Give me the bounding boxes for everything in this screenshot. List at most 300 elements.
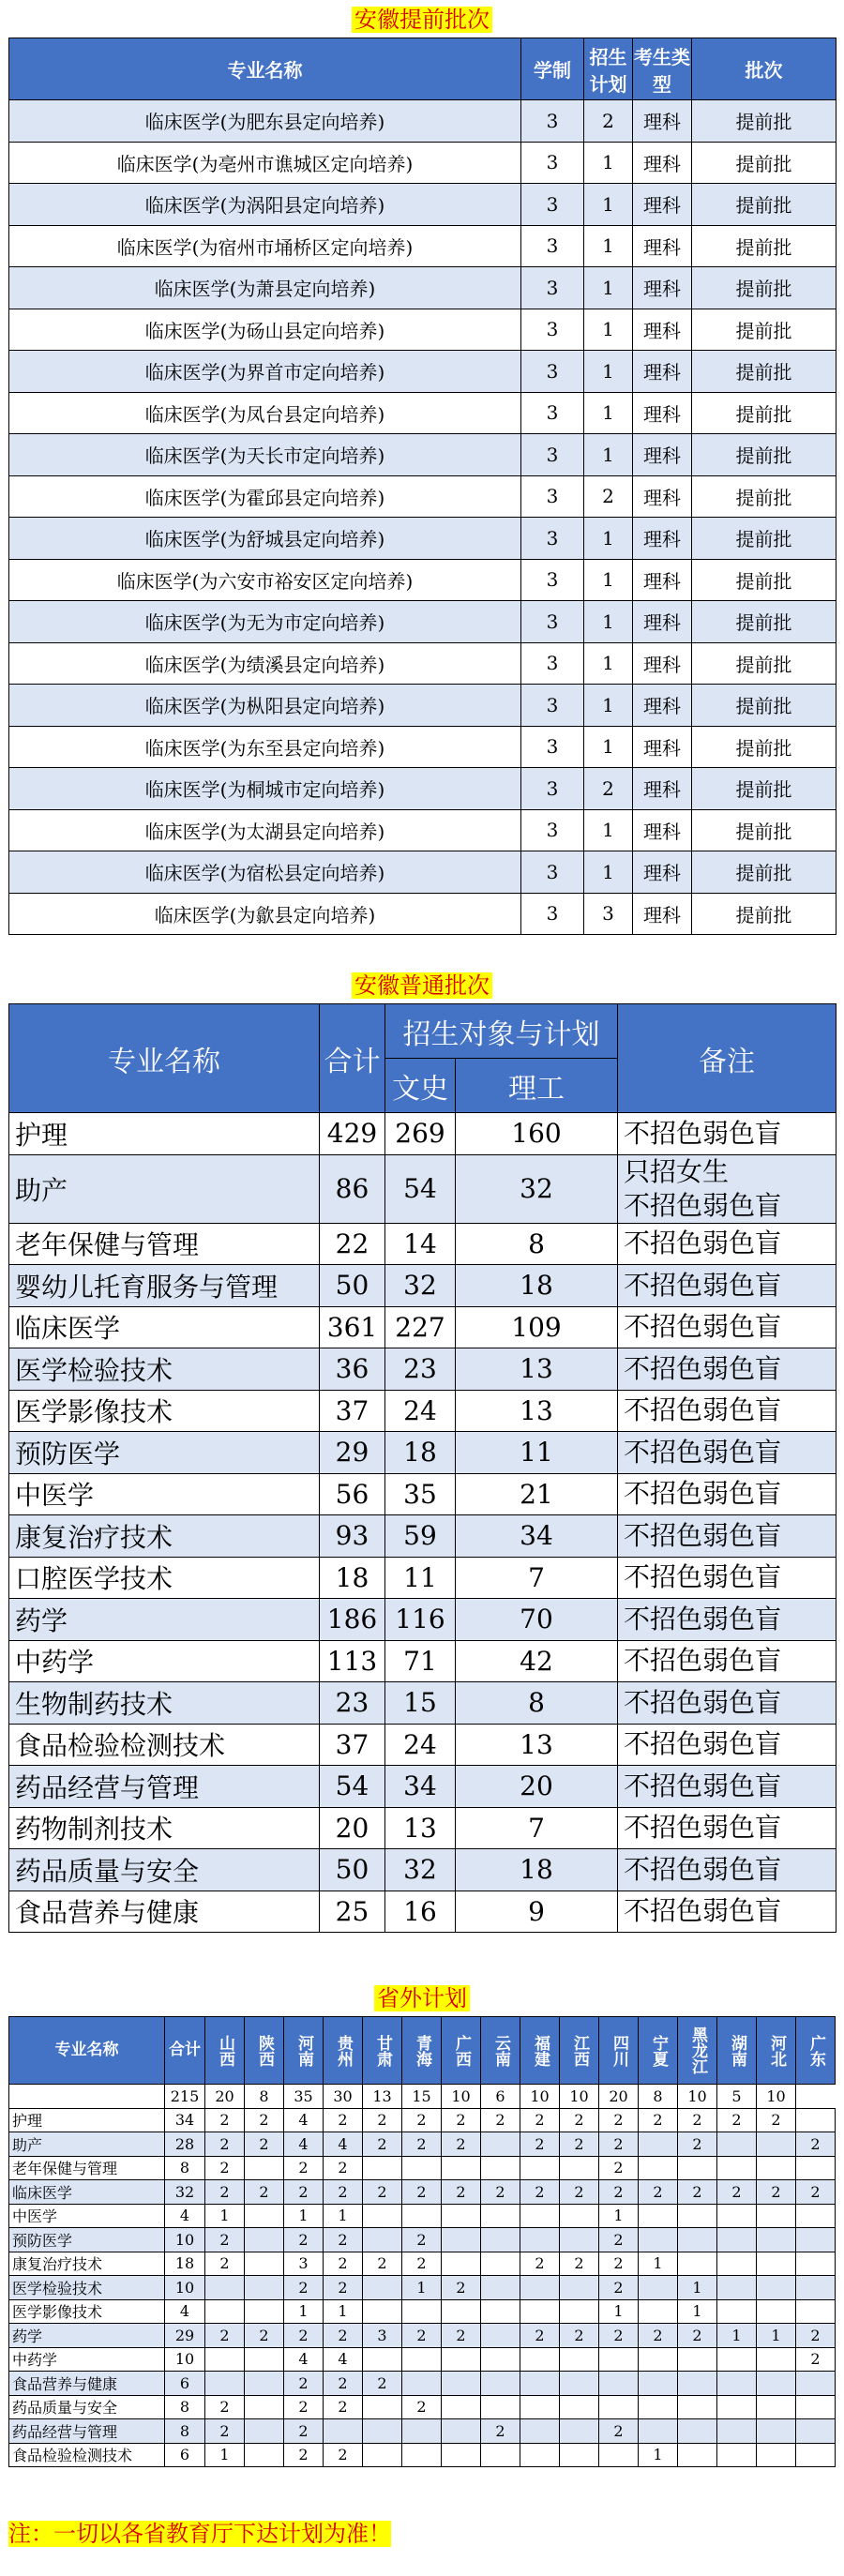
province-count-cell — [757, 2228, 796, 2252]
province-count-cell — [639, 2276, 678, 2300]
science-cell: 70 — [456, 1599, 618, 1641]
total-cell: 6 — [165, 2443, 205, 2467]
remarks-cell: 不招色弱色盲 — [618, 1113, 836, 1155]
province-count-cell — [678, 2372, 717, 2396]
table-row — [9, 142, 836, 184]
remarks-cell: 不招色弱色盲 — [618, 1390, 836, 1432]
province-count-cell: 2 — [402, 2108, 442, 2132]
plan-cell: 2 — [584, 100, 633, 143]
table-row — [9, 1515, 836, 1558]
total-cell: 22 — [320, 1223, 385, 1265]
province-count-cell — [757, 2372, 796, 2396]
liberal-arts-cell: 15 — [385, 1682, 456, 1725]
col-header-province: 宁夏 — [639, 2017, 678, 2085]
province-count-cell — [363, 2204, 402, 2228]
major-cell: 临床医学(为肥东县定向培养) — [9, 100, 521, 143]
total-cell: 56 — [320, 1473, 385, 1515]
province-count-cell — [402, 2299, 442, 2324]
duration-cell: 3 — [521, 184, 584, 226]
major-cell: 食品营养与健康 — [9, 2372, 165, 2396]
table-row — [9, 351, 836, 393]
col-header-enrollment-group: 招生对象与计划 — [385, 1004, 618, 1059]
total-cell: 10 — [165, 2347, 205, 2372]
province-count-cell: 2 — [796, 2132, 836, 2157]
province-count-cell: 2 — [205, 2108, 245, 2132]
province-count-cell — [520, 2395, 560, 2419]
total-cell: 186 — [320, 1599, 385, 1641]
col-header-province: 甘肃 — [363, 2017, 402, 2085]
remarks-cell: 不招色弱色盲 — [618, 1807, 836, 1849]
province-count-cell — [639, 2372, 678, 2396]
province-count-cell — [481, 2372, 520, 2396]
province-count-cell: 2 — [599, 2228, 639, 2252]
plan-cell: 1 — [584, 142, 633, 184]
major-cell: 临床医学(为亳州市谯城区定向培养) — [9, 142, 521, 184]
table-row — [9, 1807, 836, 1849]
batch-cell: 提前批 — [692, 309, 836, 351]
province-count-cell — [520, 2347, 560, 2372]
major-cell: 助产 — [9, 1154, 320, 1223]
science-cell: 13 — [456, 1390, 618, 1432]
province-count-cell — [678, 2156, 717, 2180]
remarks-cell: 不招色弱色盲 — [618, 1724, 836, 1766]
student-type-cell: 理科 — [633, 267, 692, 309]
province-count-cell — [363, 2156, 402, 2180]
col-header-batch: 批次 — [692, 38, 836, 100]
province-count-cell — [796, 2204, 836, 2228]
batch-cell: 提前批 — [692, 100, 836, 143]
province-count-cell: 2 — [560, 2180, 599, 2205]
total-cell: 29 — [165, 2324, 205, 2348]
province-count-cell: 2 — [205, 2132, 245, 2157]
major-cell: 老年保健与管理 — [9, 1223, 320, 1265]
duration-cell: 3 — [521, 392, 584, 434]
total-cell: 8 — [245, 2085, 284, 2109]
liberal-arts-cell: 71 — [385, 1640, 456, 1682]
province-count-cell — [599, 2443, 639, 2467]
col-header-province: 河南 — [284, 2017, 324, 2085]
province-count-cell — [481, 2228, 520, 2252]
duration-cell: 3 — [521, 893, 584, 935]
col-header-province: 江西 — [560, 2017, 599, 2085]
total-cell: 8 — [165, 2156, 205, 2180]
province-count-cell: 2 — [520, 2132, 560, 2157]
total-cell: 5 — [717, 2085, 757, 2109]
major-cell: 临床医学(为桐城市定向培养) — [9, 768, 521, 810]
liberal-arts-cell: 11 — [385, 1557, 456, 1599]
province-count-cell — [481, 2276, 520, 2300]
liberal-arts-cell: 24 — [385, 1390, 456, 1432]
province-count-cell: 2 — [284, 2180, 324, 2205]
science-cell: 8 — [456, 1682, 618, 1725]
major-cell: 药品经营与管理 — [9, 2419, 165, 2444]
total-cell: 10 — [442, 2085, 481, 2109]
province-count-cell — [757, 2419, 796, 2444]
science-cell: 7 — [456, 1807, 618, 1849]
province-count-cell — [717, 2276, 757, 2300]
science-cell: 7 — [456, 1557, 618, 1599]
province-count-cell — [205, 2372, 245, 2396]
province-count-cell — [796, 2372, 836, 2396]
total-cell: 29 — [320, 1432, 385, 1474]
total-cell: 37 — [320, 1724, 385, 1766]
duration-cell: 3 — [521, 518, 584, 560]
province-count-cell — [639, 2299, 678, 2324]
major-cell: 临床医学(为枞阳县定向培养) — [9, 685, 521, 727]
duration-cell: 3 — [521, 601, 584, 643]
province-count-cell: 2 — [402, 2395, 442, 2419]
province-count-cell — [481, 2395, 520, 2419]
total-cell: 6 — [481, 2085, 520, 2109]
table-row — [9, 1432, 836, 1474]
major-cell: 临床医学(为无为市定向培养) — [9, 601, 521, 643]
total-cell: 6 — [165, 2372, 205, 2396]
total-cell: 113 — [320, 1640, 385, 1682]
province-count-cell — [481, 2324, 520, 2348]
table-row — [9, 2395, 836, 2419]
total-cell: 86 — [320, 1154, 385, 1223]
science-cell: 18 — [456, 1849, 618, 1891]
table-row — [9, 1640, 836, 1682]
province-count-cell: 1 — [599, 2204, 639, 2228]
province-count-cell — [796, 2228, 836, 2252]
duration-cell: 3 — [521, 768, 584, 810]
student-type-cell: 理科 — [633, 475, 692, 518]
major-cell: 临床医学(为歙县定向培养) — [9, 893, 521, 935]
table-row — [9, 2132, 836, 2157]
province-count-cell: 2 — [324, 2443, 363, 2467]
student-type-cell: 理科 — [633, 309, 692, 351]
province-count-cell — [678, 2228, 717, 2252]
province-count-cell — [717, 2372, 757, 2396]
major-cell: 老年保健与管理 — [9, 2156, 165, 2180]
total-cell: 10 — [678, 2085, 717, 2109]
science-cell: 13 — [456, 1724, 618, 1766]
total-cell: 36 — [320, 1348, 385, 1391]
province-count-cell: 2 — [284, 2419, 324, 2444]
province-count-cell: 1 — [599, 2299, 639, 2324]
total-cell: 8 — [639, 2085, 678, 2109]
province-count-cell: 2 — [599, 2180, 639, 2205]
total-cell: 20 — [599, 2085, 639, 2109]
province-count-cell — [245, 2204, 284, 2228]
major-cell: 药品质量与安全 — [9, 1849, 320, 1891]
major-cell: 食品检验检测技术 — [9, 1724, 320, 1766]
total-cell: 18 — [320, 1557, 385, 1599]
major-cell: 临床医学(为凤台县定向培养) — [9, 392, 521, 434]
batch-cell: 提前批 — [692, 893, 836, 935]
science-cell: 20 — [456, 1766, 618, 1808]
remarks-cell: 不招色弱色盲 — [618, 1599, 836, 1641]
province-count-cell: 2 — [284, 2276, 324, 2300]
batch-cell: 提前批 — [692, 267, 836, 309]
col-header-province: 广西 — [442, 2017, 481, 2085]
major-cell: 临床医学(为绩溪县定向培养) — [9, 642, 521, 685]
major-cell: 临床医学(为东至县定向培养) — [9, 726, 521, 768]
province-count-cell — [560, 2347, 599, 2372]
batch-cell: 提前批 — [692, 685, 836, 727]
table-row — [9, 100, 836, 143]
province-count-cell — [639, 2395, 678, 2419]
province-count-cell: 2 — [481, 2108, 520, 2132]
province-count-cell: 1 — [757, 2324, 796, 2348]
province-count-cell: 1 — [205, 2204, 245, 2228]
total-cell: 37 — [320, 1390, 385, 1432]
province-count-cell: 2 — [402, 2252, 442, 2276]
province-count-cell — [678, 2443, 717, 2467]
student-type-cell: 理科 — [633, 642, 692, 685]
plan-cell: 1 — [584, 351, 633, 393]
total-cell: 15 — [402, 2085, 442, 2109]
province-count-cell — [363, 2276, 402, 2300]
table-row — [9, 768, 836, 810]
province-count-cell — [757, 2252, 796, 2276]
plan-cell: 3 — [584, 893, 633, 935]
liberal-arts-cell: 35 — [385, 1473, 456, 1515]
student-type-cell: 理科 — [633, 768, 692, 810]
province-count-cell — [520, 2276, 560, 2300]
plan-cell: 1 — [584, 851, 633, 894]
province-count-cell: 2 — [284, 2156, 324, 2180]
province-count-cell — [324, 2419, 363, 2444]
province-count-cell — [481, 2347, 520, 2372]
table-row — [9, 225, 836, 267]
province-count-cell: 2 — [324, 2180, 363, 2205]
province-count-cell: 2 — [560, 2324, 599, 2348]
province-count-cell: 2 — [284, 2395, 324, 2419]
duration-cell: 3 — [521, 434, 584, 476]
total-cell: 54 — [320, 1766, 385, 1808]
province-count-cell — [757, 2156, 796, 2180]
plan-cell: 1 — [584, 392, 633, 434]
duration-cell: 3 — [521, 726, 584, 768]
major-cell: 康复治疗技术 — [9, 1515, 320, 1558]
province-count-cell — [481, 2443, 520, 2467]
province-count-cell: 2 — [599, 2324, 639, 2348]
plan-cell: 1 — [584, 809, 633, 851]
province-count-cell: 2 — [481, 2419, 520, 2444]
province-count-cell: 2 — [245, 2132, 284, 2157]
province-count-cell — [520, 2419, 560, 2444]
table-row — [9, 1113, 836, 1155]
col-header-province: 山西 — [205, 2017, 245, 2085]
table-row — [9, 1306, 836, 1348]
province-count-cell — [205, 2347, 245, 2372]
col-header-province: 广东 — [796, 2017, 836, 2085]
duration-cell: 3 — [521, 267, 584, 309]
province-count-cell: 2 — [599, 2156, 639, 2180]
total-cell: 50 — [320, 1265, 385, 1307]
province-count-cell: 2 — [599, 2252, 639, 2276]
table-row — [9, 434, 836, 476]
province-count-cell — [363, 2443, 402, 2467]
student-type-cell: 理科 — [633, 351, 692, 393]
col-header-major: 专业名称 — [9, 1004, 320, 1113]
remarks-cell: 只招女生 不招色弱色盲 — [618, 1154, 836, 1223]
province-count-cell — [757, 2299, 796, 2324]
province-count-cell — [796, 2299, 836, 2324]
remarks-cell: 不招色弱色盲 — [618, 1682, 836, 1725]
province-count-cell: 1 — [284, 2204, 324, 2228]
province-count-cell — [796, 2252, 836, 2276]
section-title-out-of-province: 省外计划 — [374, 1985, 470, 2011]
total-cell: 34 — [165, 2108, 205, 2132]
province-count-cell — [678, 2419, 717, 2444]
province-count-cell — [245, 2299, 284, 2324]
liberal-arts-cell: 54 — [385, 1154, 456, 1223]
province-count-cell — [481, 2132, 520, 2157]
province-count-cell: 2 — [205, 2180, 245, 2205]
batch-cell: 提前批 — [692, 142, 836, 184]
col-header-total: 合计 — [320, 1004, 385, 1113]
province-count-cell — [402, 2347, 442, 2372]
province-count-cell — [796, 2419, 836, 2444]
table-row — [9, 2372, 836, 2396]
province-count-cell: 2 — [717, 2108, 757, 2132]
province-count-cell: 2 — [324, 2395, 363, 2419]
table-row — [9, 559, 836, 601]
province-count-cell: 2 — [363, 2108, 402, 2132]
batch-cell: 提前批 — [692, 601, 836, 643]
province-count-cell — [520, 2156, 560, 2180]
major-cell: 药品经营与管理 — [9, 1766, 320, 1808]
table-row — [9, 2204, 836, 2228]
province-count-cell — [205, 2276, 245, 2300]
province-count-cell — [245, 2156, 284, 2180]
province-count-cell — [481, 2156, 520, 2180]
total-cell: 361 — [320, 1306, 385, 1348]
science-cell: 13 — [456, 1348, 618, 1391]
duration-cell: 3 — [521, 851, 584, 894]
major-cell: 医学影像技术 — [9, 2299, 165, 2324]
batch-cell: 提前批 — [692, 351, 836, 393]
total-cell: 28 — [165, 2132, 205, 2157]
table-row — [9, 2299, 836, 2324]
duration-cell: 3 — [521, 642, 584, 685]
col-header-province: 湖南 — [717, 2017, 757, 2085]
liberal-arts-cell: 116 — [385, 1599, 456, 1641]
province-count-cell — [363, 2228, 402, 2252]
liberal-arts-cell: 34 — [385, 1766, 456, 1808]
batch-cell: 提前批 — [692, 475, 836, 518]
province-count-cell: 1 — [639, 2252, 678, 2276]
out-of-province-plan-table — [8, 2016, 836, 2467]
province-count-cell — [245, 2252, 284, 2276]
major-cell: 临床医学 — [9, 2180, 165, 2205]
total-cell: 8 — [165, 2419, 205, 2444]
table-row — [9, 2180, 836, 2205]
table-row — [9, 726, 836, 768]
liberal-arts-cell: 59 — [385, 1515, 456, 1558]
batch-cell: 提前批 — [692, 559, 836, 601]
duration-cell: 3 — [521, 559, 584, 601]
province-count-cell — [678, 2347, 717, 2372]
major-cell: 药学 — [9, 1599, 320, 1641]
student-type-cell: 理科 — [633, 559, 692, 601]
batch-cell: 提前批 — [692, 184, 836, 226]
out-of-province-plan-body — [9, 2108, 836, 2467]
province-count-cell: 2 — [324, 2228, 363, 2252]
province-count-cell — [520, 2443, 560, 2467]
remarks-cell: 不招色弱色盲 — [618, 1515, 836, 1558]
duration-cell: 3 — [521, 351, 584, 393]
province-count-cell: 2 — [284, 2372, 324, 2396]
total-cell: 8 — [165, 2395, 205, 2419]
major-cell: 预防医学 — [9, 1432, 320, 1474]
major-cell: 临床医学(为宿松县定向培养) — [9, 851, 521, 894]
plan-cell: 1 — [584, 434, 633, 476]
footnote: 注：一切以各省教育厅下达计划为准！ — [8, 2521, 391, 2547]
province-count-cell: 2 — [442, 2132, 481, 2157]
remarks-cell: 不招色弱色盲 — [618, 1849, 836, 1891]
col-header-province: 陕西 — [245, 2017, 284, 2085]
province-count-cell: 2 — [481, 2180, 520, 2205]
batch-cell: 提前批 — [692, 768, 836, 810]
col-header-province: 贵州 — [324, 2017, 363, 2085]
province-count-cell: 1 — [324, 2299, 363, 2324]
total-cell: 35 — [284, 2085, 324, 2109]
province-count-cell — [363, 2347, 402, 2372]
province-count-cell — [402, 2419, 442, 2444]
province-count-cell — [442, 2372, 481, 2396]
province-count-cell: 2 — [363, 2180, 402, 2205]
province-count-cell: 2 — [678, 2324, 717, 2348]
province-count-cell: 1 — [324, 2204, 363, 2228]
province-count-cell: 2 — [324, 2372, 363, 2396]
province-count-cell — [717, 2204, 757, 2228]
province-count-cell: 4 — [284, 2132, 324, 2157]
col-header-science: 理工 — [456, 1059, 618, 1113]
province-count-cell: 2 — [639, 2108, 678, 2132]
table-row — [9, 2228, 836, 2252]
major-cell: 预防医学 — [9, 2228, 165, 2252]
major-cell: 食品营养与健康 — [9, 1891, 320, 1933]
province-count-cell — [245, 2276, 284, 2300]
province-count-cell — [717, 2443, 757, 2467]
major-cell: 医学检验技术 — [9, 1348, 320, 1391]
table-row — [9, 2419, 836, 2444]
table-row — [9, 2324, 836, 2348]
province-count-cell: 3 — [284, 2252, 324, 2276]
science-cell: 18 — [456, 1265, 618, 1307]
major-cell: 中药学 — [9, 1640, 320, 1682]
province-count-cell — [560, 2395, 599, 2419]
province-count-cell — [639, 2419, 678, 2444]
province-count-cell: 2 — [796, 2347, 836, 2372]
total-cell: 10 — [560, 2085, 599, 2109]
table-row — [9, 601, 836, 643]
table-row — [9, 1766, 836, 1808]
table-row — [9, 893, 836, 935]
remarks-cell: 不招色弱色盲 — [618, 1348, 836, 1391]
province-count-cell — [245, 2347, 284, 2372]
province-count-cell — [402, 2443, 442, 2467]
plan-cell: 1 — [584, 642, 633, 685]
province-count-cell — [245, 2228, 284, 2252]
table-row — [9, 1891, 836, 1933]
province-count-cell — [442, 2347, 481, 2372]
province-count-cell — [402, 2204, 442, 2228]
major-cell: 临床医学(为太湖县定向培养) — [9, 809, 521, 851]
remarks-cell: 不招色弱色盲 — [618, 1891, 836, 1933]
table-row — [9, 267, 836, 309]
province-count-cell: 4 — [284, 2347, 324, 2372]
province-count-cell: 4 — [284, 2108, 324, 2132]
province-count-cell: 2 — [363, 2252, 402, 2276]
batch-cell: 提前批 — [692, 392, 836, 434]
table-row — [9, 518, 836, 560]
table-row — [9, 1557, 836, 1599]
